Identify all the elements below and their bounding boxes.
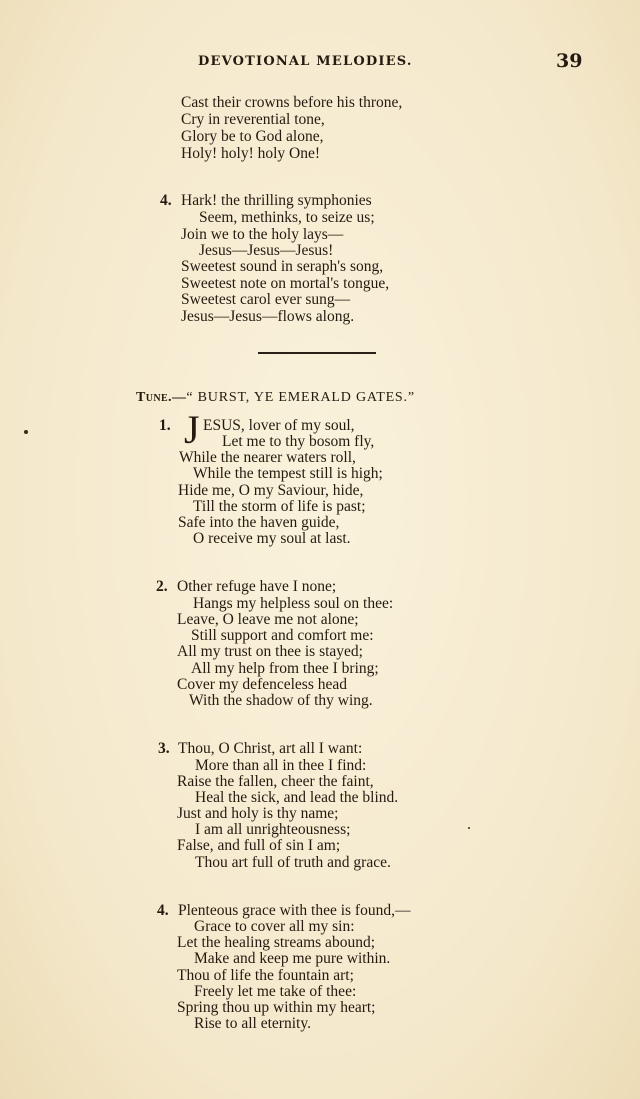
verse-line: With the shadow of thy wing. [189,692,373,709]
verse-line: Cover my defenceless head [177,676,348,693]
ink-speck [24,430,28,434]
verse-line: All my help from thee I bring; [191,660,379,677]
verse-line: Sweetest note on mortal's tongue, [181,275,390,292]
ink-speck [468,827,470,829]
verse-line: Just and holy is thy name; [177,805,339,822]
verse-line: Rise to all eternity. [194,1015,311,1032]
verse-line: Seem, methinks, to seize us; [199,209,375,226]
verse-line: Hark! the thrilling symphonies [181,192,372,209]
verse-line: Let the healing streams abound; [177,934,375,951]
drop-cap: J [184,407,200,452]
verse-line: Till the storm of life is past; [193,498,366,515]
stanza-number: 1. [159,417,171,434]
verse-line: Sweetest sound in seraph's song, [181,258,384,275]
section-divider [258,352,376,354]
verse-line: Glory be to God alone, [181,128,324,145]
verse-line: Heal the sick, and lead the blind. [195,789,399,806]
verse-line: Safe into the haven guide, [178,514,340,531]
verse-line: Holy! holy! holy One! [181,145,321,162]
verse-line: Still support and comfort me: [191,627,374,644]
verse-line: Hide me, O my Saviour, hide, [178,482,364,499]
verse-line: Leave, O leave me not alone; [177,611,359,628]
verse-line: Thou art full of truth and grace. [195,854,391,871]
verse-line: O receive my soul at last. [193,530,351,547]
verse-line: False, and full of sin I am; [177,837,341,854]
verse-line: Sweetest carol ever sung— [181,291,351,308]
verse-line: Thou of life the fountain art; [177,967,354,984]
stanza-number: 3. [158,740,170,757]
verse-line: Spring thou up within my heart; [177,999,376,1016]
verse-line: More than all in thee I find: [195,757,367,774]
verse-line: While the nearer waters roll, [179,449,356,466]
verse-line: Cast their crowns before his throne, [181,94,403,111]
stanza-number: 4. [157,902,169,919]
verse-line: Join we to the holy lays— [181,226,344,243]
verse-line: Jesus—Jesus—flows along. [181,308,355,325]
verse-line: I am all unrighteousness; [195,821,351,838]
running-header: DEVOTIONAL MELODIES. [198,54,413,69]
verse-line: Raise the fallen, cheer the faint, [177,773,374,790]
verse-line: Thou, O Christ, art all I want: [178,740,363,757]
verse-line: Freely let me take of thee: [194,983,357,1000]
verse-line: Plenteous grace with thee is found,— [178,902,411,919]
tune-label: Tune.— [136,390,187,405]
verse-line: Let me to thy bosom fly, [222,433,375,450]
verse-line: All my trust on thee is stayed; [177,643,363,660]
verse-line: Cry in reverential tone, [181,111,325,128]
stanza-number: 2. [156,578,168,595]
stanza-number: 4. [160,192,172,209]
verse-line: Hangs my helpless soul on thee: [193,595,394,612]
verse-line: Make and keep me pure within. [194,950,391,967]
page-number: 39 [556,50,583,72]
verse-line: ESUS, lover of my soul, [203,417,355,434]
tune-heading [136,390,415,406]
verse-line: Grace to cover all my sin: [194,918,355,935]
verse-line: While the tempest still is high; [193,465,383,482]
tune-name: “ BURST, YE EMERALD GATES.” [186,390,415,405]
verse-line: Jesus—Jesus—Jesus! [199,242,334,259]
verse-line: Other refuge have I none; [177,578,337,595]
